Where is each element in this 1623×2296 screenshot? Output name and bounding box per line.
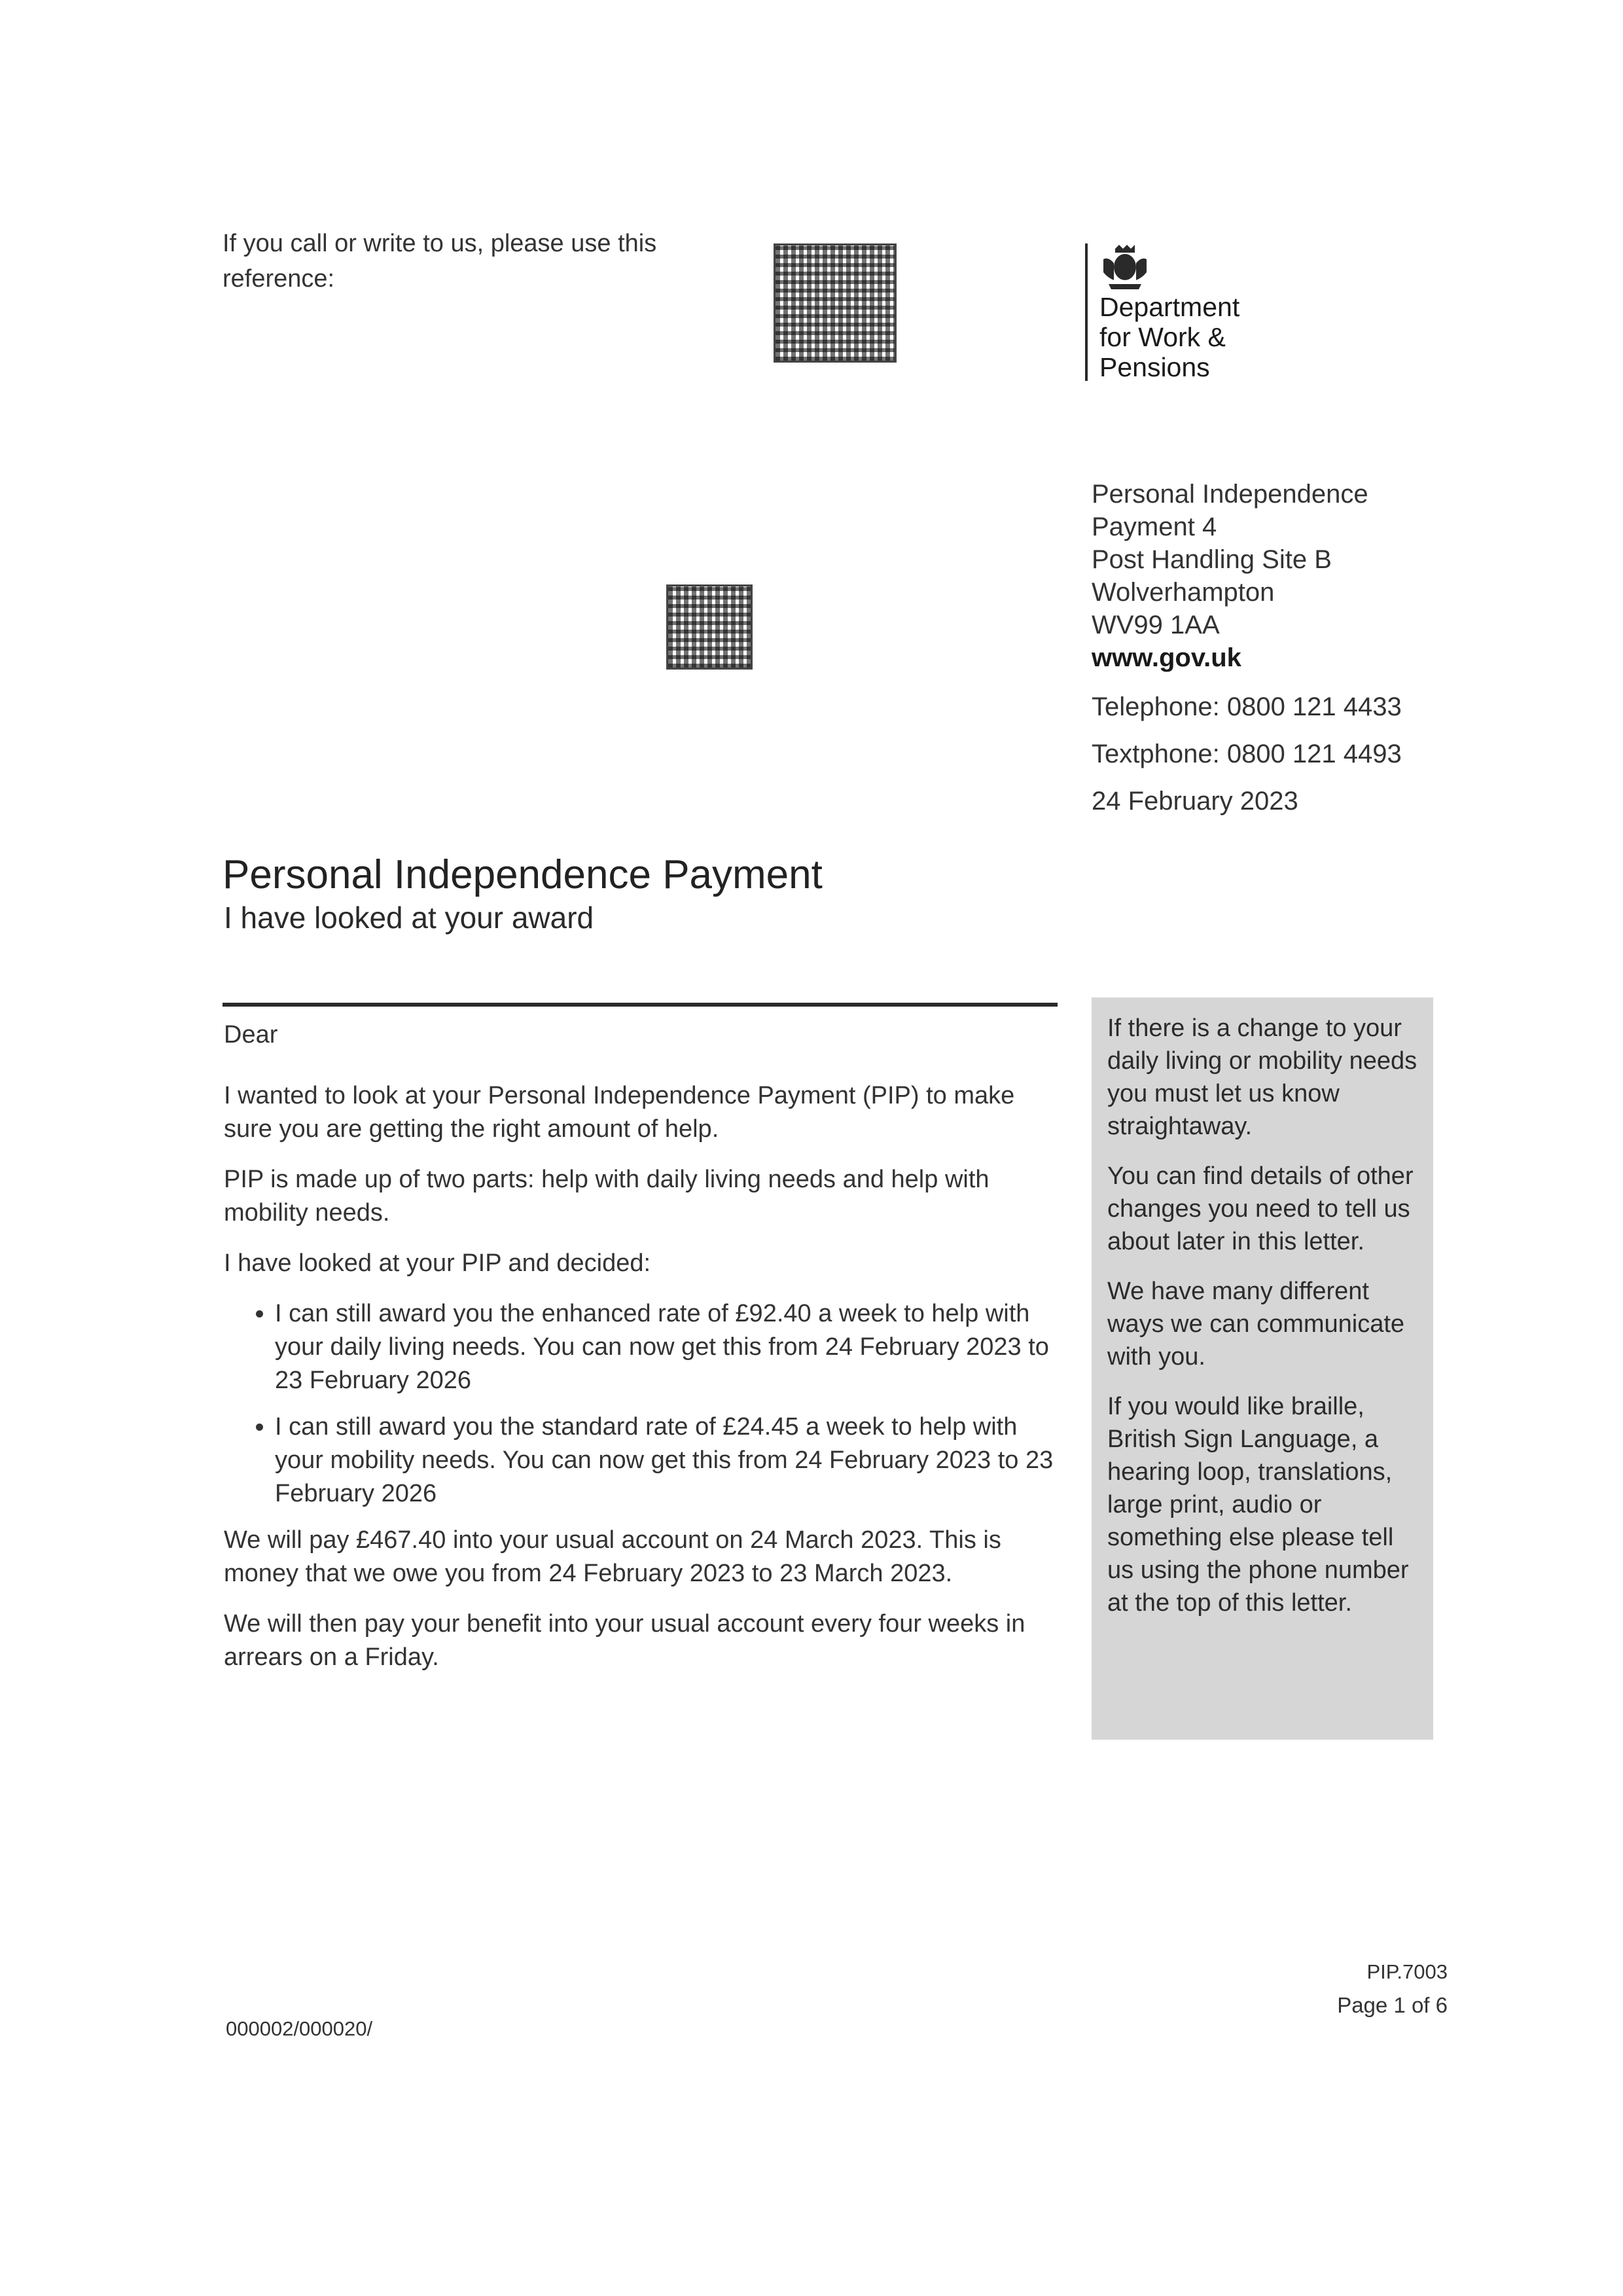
address-line: Personal Independence bbox=[1092, 480, 1368, 509]
telephone-number: Telephone: 0800 121 4433 bbox=[1092, 692, 1402, 721]
website-link[interactable]: www.gov.uk bbox=[1092, 643, 1241, 672]
page-number: Page 1 of 6 bbox=[1337, 1993, 1448, 2017]
sidebar-paragraph: If there is a change to your daily living or mobility needs you must let us know straightaway. bbox=[1107, 1014, 1418, 1140]
address-line: WV99 1AA bbox=[1092, 611, 1220, 639]
form-code: PIP.7003 bbox=[1366, 1960, 1448, 1983]
award-list bbox=[224, 1297, 1061, 1511]
department-name-line: for Work & bbox=[1099, 322, 1226, 352]
barcode-pattern bbox=[776, 245, 895, 361]
heading-divider bbox=[223, 1003, 1058, 1007]
department-name-line: Department bbox=[1099, 292, 1240, 322]
address-barcode bbox=[666, 584, 753, 670]
textphone-number: Textphone: 0800 121 4493 bbox=[1092, 740, 1402, 768]
body-paragraph: PIP is made up of two parts: help with daily living needs and help with mobility needs. bbox=[224, 1166, 990, 1227]
award-item-mobility: • I can still award you the standard rate of £24.45 a week to help with your mobility needs. You can now get this from 24 February 2023 to 23 February 2026 bbox=[275, 1410, 1061, 1511]
info-sidebar bbox=[1092, 997, 1433, 1740]
reference-note: If you call or write to us, please use this reference: bbox=[223, 230, 657, 293]
salutation: Dear bbox=[224, 1021, 278, 1049]
sender-address bbox=[1092, 478, 1497, 674]
department-name-line: Pensions bbox=[1099, 352, 1210, 382]
address-line: Wolverhampton bbox=[1092, 578, 1275, 607]
letter-subtitle: I have looked at your award bbox=[224, 901, 594, 935]
sidebar-paragraph: If you would like braille, British Sign Language, a hearing loop, translations, large print, audio or something else please tell us using the phone number at the top of this letter. bbox=[1107, 1393, 1409, 1617]
address-line: Post Handling Site B bbox=[1092, 545, 1332, 574]
letter-date: 24 February 2023 bbox=[1092, 787, 1298, 816]
sidebar-paragraph: We have many different ways we can communicate with you. bbox=[1107, 1278, 1405, 1371]
letter-body bbox=[224, 1018, 1061, 1691]
payment-paragraph: We will pay £467.40 into your usual account on 24 March 2023. This is money that we owe you from 24 February 2023 to 23 March 2023. bbox=[224, 1526, 1001, 1587]
award-item-daily-living: • I can still award you the enhanced rate of £92.40 a week to help with your daily living needs. You can now get this from 24 February 2023 to 23 February 2026 bbox=[275, 1297, 1061, 1397]
logo-divider bbox=[1085, 243, 1088, 381]
body-paragraph: I have looked at your PIP and decided: bbox=[224, 1249, 651, 1277]
sidebar-paragraph: You can find details of other changes you need to tell us about later in this letter. bbox=[1107, 1162, 1414, 1255]
reference-barcode bbox=[774, 243, 897, 363]
department-name bbox=[1099, 292, 1296, 382]
royal-crest-icon bbox=[1099, 243, 1150, 291]
payment-paragraph: We will then pay your benefit into your usual account every four weeks in arrears on a Friday. bbox=[224, 1610, 1026, 1671]
document-reference: 000002/000020/ bbox=[226, 2017, 373, 2040]
letter-title: Personal Independence Payment bbox=[223, 852, 823, 897]
address-line: Payment 4 bbox=[1092, 512, 1217, 541]
body-paragraph: I wanted to look at your Personal Independence Payment (PIP) to make sure you are getting the right amount of help. bbox=[224, 1082, 1015, 1143]
barcode-pattern bbox=[668, 586, 751, 668]
